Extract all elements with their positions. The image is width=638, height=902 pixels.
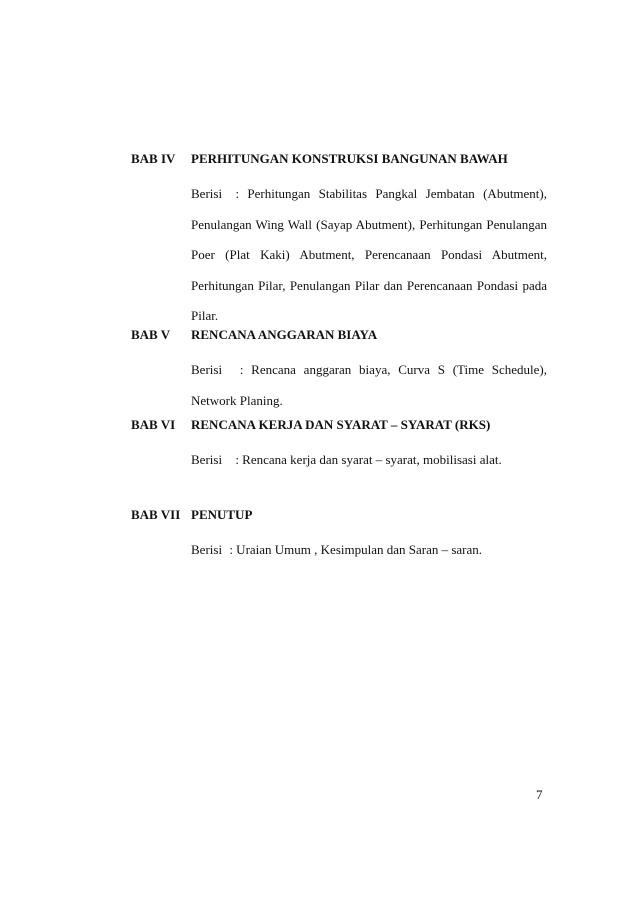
chapter-title: PERHITUNGAN KONSTRUKSI BANGUNAN BAWAH [191, 151, 508, 166]
description-label: Berisi [191, 186, 223, 201]
chapter-description [191, 535, 547, 566]
chapter-title: RENCANA KERJA DAN SYARAT – SYARAT (RKS) [191, 417, 491, 432]
chapter-number: BAB VI [131, 417, 176, 432]
chapter-description [191, 355, 547, 416]
description-label: Berisi [191, 452, 223, 467]
chapter-number: BAB VII [131, 507, 181, 522]
chapter-description [191, 179, 547, 332]
chapter-number: BAB IV [131, 151, 176, 166]
description-label: Berisi [191, 542, 223, 557]
description-text: : Rencana anggaran biaya, Curva S (Time Schedule), Network Planing. [191, 362, 547, 408]
description-text: : Perhitungan Stabilitas Pangkal Jembatan (Abutment), Penulangan Wing Wall (Sayap Abutment), Perhitungan Penulangan Poer (Plat Kaki) Abutment, Perencanaan Pondasi Abutment, Perhitungan Pilar, Penulangan Pilar dan Perencanaan Pondasi pada Pilar. [191, 186, 547, 323]
chapter-title: PENUTUP [191, 507, 253, 522]
description-label: Berisi [191, 362, 223, 377]
page-number: 7 [536, 787, 543, 802]
description-text: : Rencana kerja dan syarat – syarat, mobilisasi alat. [235, 452, 502, 467]
description-text: : Uraian Umum , Kesimpulan dan Saran – saran. [229, 542, 483, 557]
chapter-description [191, 445, 547, 476]
chapter-title: RENCANA ANGGARAN BIAYA [191, 327, 378, 342]
chapter-number: BAB V [131, 327, 171, 342]
